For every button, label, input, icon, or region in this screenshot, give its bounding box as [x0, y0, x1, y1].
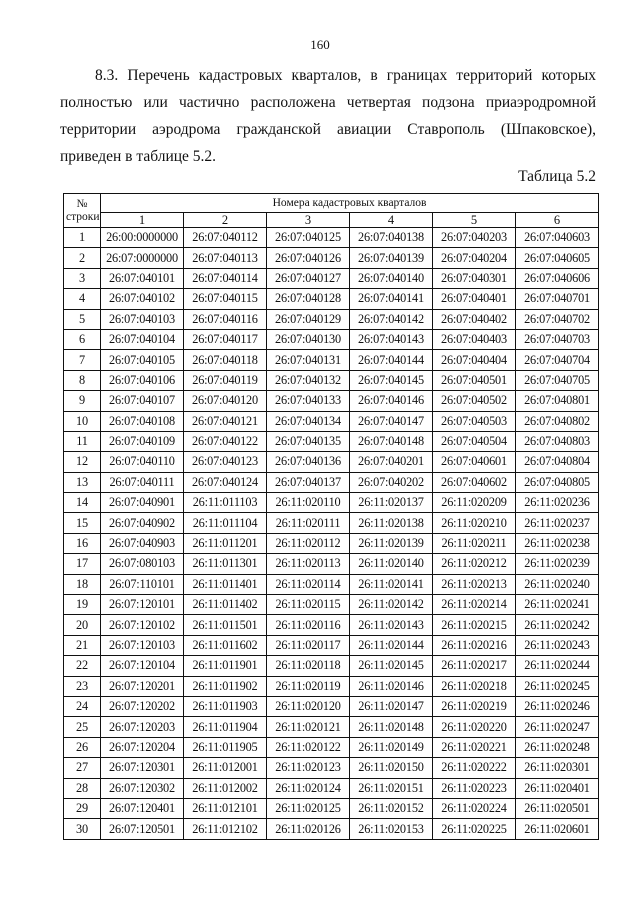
cadastral-number-cell: 26:07:040101 — [101, 268, 184, 288]
cadastral-number-cell: 26:11:020224 — [433, 798, 516, 818]
page-number: 160 — [310, 37, 330, 52]
cadastral-number-cell: 26:00:0000000 — [101, 228, 184, 248]
cadastral-number-cell: 26:11:020146 — [350, 676, 433, 696]
cadastral-number-cell: 26:11:020144 — [350, 635, 433, 655]
cadastral-number-cell: 26:07:040805 — [516, 472, 599, 492]
cadastral-number-cell: 26:07:040127 — [267, 268, 350, 288]
cadastral-number-cell: 26:11:020240 — [516, 574, 599, 594]
cadastral-number-cell: 26:11:020115 — [267, 595, 350, 615]
table-row — [64, 472, 599, 492]
cadastral-number-cell: 26:11:020237 — [516, 513, 599, 533]
cadastral-number-cell: 26:11:012002 — [184, 778, 267, 798]
cadastral-number-cell: 26:07:120302 — [101, 778, 184, 798]
cadastral-number-cell: 26:11:020242 — [516, 615, 599, 635]
table-row — [64, 595, 599, 615]
cadastral-number-cell: 26:07:040143 — [350, 329, 433, 349]
cadastral-number-cell: 26:11:020113 — [267, 554, 350, 574]
cadastral-number-cell: 26:11:011902 — [184, 676, 267, 696]
cadastral-number-cell: 26:11:020110 — [267, 493, 350, 513]
row-number-cell: 6 — [64, 329, 101, 349]
cadastral-number-cell: 26:11:011401 — [184, 574, 267, 594]
cadastral-number-cell: 26:07:040103 — [101, 309, 184, 329]
cadastral-number-cell: 26:07:120401 — [101, 798, 184, 818]
cadastral-number-cell: 26:07:040121 — [184, 411, 267, 431]
cadastral-number-cell: 26:11:020112 — [267, 533, 350, 553]
cadastral-number-cell: 26:11:020142 — [350, 595, 433, 615]
cadastral-number-cell: 26:11:020243 — [516, 635, 599, 655]
cadastral-number-cell: 26:07:040140 — [350, 268, 433, 288]
table-row — [64, 228, 599, 248]
cadastral-number-cell: 26:07:040701 — [516, 289, 599, 309]
table-row — [64, 493, 599, 513]
cadastral-number-cell: 26:11:020145 — [350, 656, 433, 676]
table-row — [64, 452, 599, 472]
cadastral-number-cell: 26:07:120101 — [101, 595, 184, 615]
table-row — [64, 329, 599, 349]
cadastral-number-cell: 26:07:040130 — [267, 329, 350, 349]
cadastral-number-cell: 26:11:011301 — [184, 554, 267, 574]
cadastral-number-cell: 26:07:040129 — [267, 309, 350, 329]
cadastral-number-cell: 26:07:040148 — [350, 431, 433, 451]
cadastral-number-cell: 26:07:040502 — [433, 391, 516, 411]
cadastral-number-cell: 26:11:020120 — [267, 696, 350, 716]
row-number-cell: 4 — [64, 289, 101, 309]
column-number-header: 1 — [101, 213, 184, 228]
cadastral-number-cell: 26:07:040104 — [101, 329, 184, 349]
intro-paragraph: 8.3. Перечень кадастровых кварталов, в границах территорий которых полностью или частично расположена четвертая подзона приаэродромной территории аэродрома гражданской авиации Ставрополь (Шпаковское), приведен в таблице 5.2. — [60, 67, 596, 165]
cadastral-number-cell: 26:07:040603 — [516, 228, 599, 248]
cadastral-number-cell: 26:07:040134 — [267, 411, 350, 431]
cadastral-number-cell: 26:11:020236 — [516, 493, 599, 513]
table-row — [64, 758, 599, 778]
cadastral-number-cell: 26:11:012101 — [184, 798, 267, 818]
cadastral-number-cell: 26:11:011402 — [184, 595, 267, 615]
cadastral-number-cell: 26:07:040137 — [267, 472, 350, 492]
cadastral-number-cell: 26:11:020225 — [433, 819, 516, 839]
row-number-cell: 28 — [64, 778, 101, 798]
row-number-cell: 16 — [64, 533, 101, 553]
cadastral-number-cell: 26:11:020601 — [516, 819, 599, 839]
cadastral-number-cell: 26:07:120103 — [101, 635, 184, 655]
table-row — [64, 635, 599, 655]
cadastral-number-cell: 26:11:020222 — [433, 758, 516, 778]
cadastral-number-cell: 26:11:011501 — [184, 615, 267, 635]
cadastral-number-cell: 26:11:020218 — [433, 676, 516, 696]
row-number-cell: 11 — [64, 431, 101, 451]
cadastral-number-cell: 26:11:020125 — [267, 798, 350, 818]
table-row — [64, 676, 599, 696]
cadastral-number-cell: 26:07:040804 — [516, 452, 599, 472]
row-number-cell: 15 — [64, 513, 101, 533]
cadastral-number-cell: 26:11:020216 — [433, 635, 516, 655]
cadastral-number-cell: 26:07:120102 — [101, 615, 184, 635]
table-row — [64, 696, 599, 716]
cadastral-number-cell: 26:11:020211 — [433, 533, 516, 553]
column-number-header: 3 — [267, 213, 350, 228]
row-number-cell: 21 — [64, 635, 101, 655]
cadastral-number-cell: 26:11:020153 — [350, 819, 433, 839]
cadastral-number-cell: 26:11:020147 — [350, 696, 433, 716]
cadastral-number-cell: 26:07:120201 — [101, 676, 184, 696]
cadastral-number-cell: 26:07:040135 — [267, 431, 350, 451]
cadastral-number-cell: 26:07:040504 — [433, 431, 516, 451]
cadastral-number-cell: 26:07:040301 — [433, 268, 516, 288]
cadastral-number-cell: 26:07:110101 — [101, 574, 184, 594]
table-row — [64, 513, 599, 533]
table-row — [64, 574, 599, 594]
cadastral-number-cell: 26:07:040131 — [267, 350, 350, 370]
cadastral-number-cell: 26:11:011903 — [184, 696, 267, 716]
row-number-header — [64, 194, 101, 228]
cadastral-number-cell: 26:11:020149 — [350, 737, 433, 757]
row-number-cell: 29 — [64, 798, 101, 818]
table-row — [64, 350, 599, 370]
cadastral-number-cell: 26:11:020239 — [516, 554, 599, 574]
cadastral-number-cell: 26:07:040803 — [516, 431, 599, 451]
row-number-cell: 24 — [64, 696, 101, 716]
cadastral-number-cell: 26:07:120204 — [101, 737, 184, 757]
cadastral-number-cell: 26:11:020111 — [267, 513, 350, 533]
cadastral-number-cell: 26:11:020248 — [516, 737, 599, 757]
cadastral-number-cell: 26:07:040115 — [184, 289, 267, 309]
table-header — [64, 194, 599, 228]
cadastral-number-cell: 26:07:040901 — [101, 493, 184, 513]
cadastral-number-cell: 26:07:040114 — [184, 268, 267, 288]
table-row — [64, 819, 599, 839]
cadastral-number-cell: 26:11:012001 — [184, 758, 267, 778]
cadastral-number-cell: 26:11:020215 — [433, 615, 516, 635]
cadastral-number-cell: 26:11:020223 — [433, 778, 516, 798]
cadastral-number-cell: 26:07:040144 — [350, 350, 433, 370]
cadastral-number-cell: 26:11:020150 — [350, 758, 433, 778]
cadastral-number-cell: 26:07:040107 — [101, 391, 184, 411]
cadastral-number-cell: 26:07:040116 — [184, 309, 267, 329]
cadastral-number-cell: 26:07:040110 — [101, 452, 184, 472]
cadastral-number-cell: 26:11:020212 — [433, 554, 516, 574]
table-row — [64, 533, 599, 553]
cadastral-number-cell: 26:07:040124 — [184, 472, 267, 492]
cadastral-number-cell: 26:07:120104 — [101, 656, 184, 676]
cadastral-number-cell: 26:07:040903 — [101, 533, 184, 553]
column-number-header: 2 — [184, 213, 267, 228]
cadastral-number-cell: 26:11:020126 — [267, 819, 350, 839]
cadastral-number-cell: 26:07:040202 — [350, 472, 433, 492]
cadastral-number-cell: 26:07:040601 — [433, 452, 516, 472]
cadastral-number-cell: 26:11:011104 — [184, 513, 267, 533]
cadastral-number-cell: 26:07:040146 — [350, 391, 433, 411]
table-row — [64, 798, 599, 818]
row-number-cell: 9 — [64, 391, 101, 411]
cadastral-number-cell: 26:07:040404 — [433, 350, 516, 370]
cadastral-number-cell: 26:11:020244 — [516, 656, 599, 676]
cadastral-number-cell: 26:07:040145 — [350, 370, 433, 390]
cadastral-number-cell: 26:07:040802 — [516, 411, 599, 431]
cadastral-number-cell: 26:11:020116 — [267, 615, 350, 635]
row-number-cell: 26 — [64, 737, 101, 757]
table-row — [64, 431, 599, 451]
row-number-cell: 3 — [64, 268, 101, 288]
cadastral-number-cell: 26:07:040123 — [184, 452, 267, 472]
cadastral-number-cell: 26:07:040201 — [350, 452, 433, 472]
row-number-cell: 25 — [64, 717, 101, 737]
cadastral-number-cell: 26:11:020123 — [267, 758, 350, 778]
cadastral-number-cell: 26:11:020213 — [433, 574, 516, 594]
cadastral-number-cell: 26:11:020148 — [350, 717, 433, 737]
row-number-cell: 19 — [64, 595, 101, 615]
cadastral-number-cell: 26:07:040801 — [516, 391, 599, 411]
cadastral-number-cell: 26:07:120202 — [101, 696, 184, 716]
cadastral-number-cell: 26:11:020401 — [516, 778, 599, 798]
table-row — [64, 717, 599, 737]
cadastral-number-cell: 26:07:120203 — [101, 717, 184, 737]
cadastral-number-cell: 26:07:040128 — [267, 289, 350, 309]
cadastral-number-cell: 26:11:020119 — [267, 676, 350, 696]
cadastral-number-cell: 26:07:040108 — [101, 411, 184, 431]
cadastral-number-cell: 26:11:020221 — [433, 737, 516, 757]
cadastral-number-cell: 26:07:040702 — [516, 309, 599, 329]
cadastral-number-cell: 26:07:040503 — [433, 411, 516, 431]
cadastral-number-cell: 26:11:020141 — [350, 574, 433, 594]
cadastral-number-cell: 26:07:0000000 — [101, 248, 184, 268]
row-number-cell: 30 — [64, 819, 101, 839]
cadastral-number-cell: 26:07:040139 — [350, 248, 433, 268]
cadastral-number-cell: 26:07:040113 — [184, 248, 267, 268]
cadastral-number-cell: 26:11:020124 — [267, 778, 350, 798]
row-number-cell: 14 — [64, 493, 101, 513]
cadastral-number-cell: 26:11:020301 — [516, 758, 599, 778]
row-number-cell: 10 — [64, 411, 101, 431]
cadastral-number-cell: 26:07:040606 — [516, 268, 599, 288]
column-number-header: 6 — [516, 213, 599, 228]
table-row — [64, 289, 599, 309]
table-row — [64, 268, 599, 288]
column-number-row — [64, 213, 599, 228]
table-caption: Таблица 5.2 — [518, 168, 596, 185]
cadastral-number-cell: 26:11:020117 — [267, 635, 350, 655]
cadastral-number-cell: 26:11:020140 — [350, 554, 433, 574]
cadastral-number-cell: 26:07:040138 — [350, 228, 433, 248]
row-number-cell: 8 — [64, 370, 101, 390]
cadastral-number-cell: 26:07:120301 — [101, 758, 184, 778]
cadastral-number-cell: 26:07:040602 — [433, 472, 516, 492]
cadastral-number-cell: 26:07:040117 — [184, 329, 267, 349]
cadastral-number-cell: 26:07:040501 — [433, 370, 516, 390]
row-number-cell: 12 — [64, 452, 101, 472]
row-number-cell: 2 — [64, 248, 101, 268]
cadastral-number-cell: 26:11:020118 — [267, 656, 350, 676]
cadastral-number-cell: 26:07:040119 — [184, 370, 267, 390]
cadastral-number-cell: 26:07:040111 — [101, 472, 184, 492]
cadastral-number-cell: 26:11:020139 — [350, 533, 433, 553]
cadastral-number-cell: 26:07:040704 — [516, 350, 599, 370]
cadastral-quarters-table — [63, 193, 599, 840]
cadastral-number-cell: 26:07:040122 — [184, 431, 267, 451]
cadastral-number-cell: 26:07:040105 — [101, 350, 184, 370]
cadastral-number-cell: 26:07:120501 — [101, 819, 184, 839]
group-header: Номера кадастровых кварталов — [101, 194, 599, 213]
cadastral-number-cell: 26:07:040142 — [350, 309, 433, 329]
table-row — [64, 309, 599, 329]
cadastral-number-cell: 26:11:020241 — [516, 595, 599, 615]
cadastral-number-cell: 26:07:040605 — [516, 248, 599, 268]
cadastral-number-cell: 26:11:020210 — [433, 513, 516, 533]
cadastral-number-cell: 26:11:020220 — [433, 717, 516, 737]
cadastral-number-cell: 26:11:012102 — [184, 819, 267, 839]
cadastral-number-cell: 26:07:040106 — [101, 370, 184, 390]
cadastral-number-cell: 26:07:040132 — [267, 370, 350, 390]
cadastral-number-cell: 26:11:020143 — [350, 615, 433, 635]
cadastral-number-cell: 26:07:040403 — [433, 329, 516, 349]
row-number-cell: 27 — [64, 758, 101, 778]
cadastral-number-cell: 26:11:020137 — [350, 493, 433, 513]
cadastral-number-cell: 26:11:020214 — [433, 595, 516, 615]
cadastral-number-cell: 26:11:020152 — [350, 798, 433, 818]
cadastral-number-cell: 26:11:020122 — [267, 737, 350, 757]
table-row — [64, 248, 599, 268]
cadastral-number-cell: 26:11:011103 — [184, 493, 267, 513]
cadastral-number-cell: 26:07:080103 — [101, 554, 184, 574]
cadastral-number-cell: 26:07:040120 — [184, 391, 267, 411]
cadastral-number-cell: 26:11:020217 — [433, 656, 516, 676]
cadastral-number-cell: 26:07:040133 — [267, 391, 350, 411]
cadastral-number-cell: 26:11:011904 — [184, 717, 267, 737]
cadastral-number-cell: 26:11:020114 — [267, 574, 350, 594]
cadastral-number-cell: 26:11:020219 — [433, 696, 516, 716]
cadastral-number-cell: 26:07:040141 — [350, 289, 433, 309]
cadastral-number-cell: 26:07:040125 — [267, 228, 350, 248]
row-number-cell: 17 — [64, 554, 101, 574]
table-row — [64, 554, 599, 574]
cadastral-number-cell: 26:11:020501 — [516, 798, 599, 818]
cadastral-number-cell: 26:11:020138 — [350, 513, 433, 533]
row-number-cell: 7 — [64, 350, 101, 370]
row-number-cell: 13 — [64, 472, 101, 492]
cadastral-number-cell: 26:07:040705 — [516, 370, 599, 390]
cadastral-number-cell: 26:11:020151 — [350, 778, 433, 798]
row-number-cell: 1 — [64, 228, 101, 248]
table-row — [64, 737, 599, 757]
cadastral-number-cell: 26:11:011901 — [184, 656, 267, 676]
cadastral-number-cell: 26:07:040204 — [433, 248, 516, 268]
cadastral-number-cell: 26:07:040147 — [350, 411, 433, 431]
column-number-header: 5 — [433, 213, 516, 228]
cadastral-number-cell: 26:11:011602 — [184, 635, 267, 655]
table-row — [64, 391, 599, 411]
row-number-cell: 18 — [64, 574, 101, 594]
cadastral-number-cell: 26:07:040402 — [433, 309, 516, 329]
row-number-cell: 22 — [64, 656, 101, 676]
cadastral-number-cell: 26:07:040401 — [433, 289, 516, 309]
cadastral-number-cell: 26:07:040102 — [101, 289, 184, 309]
column-number-header: 4 — [350, 213, 433, 228]
cadastral-number-cell: 26:11:020121 — [267, 717, 350, 737]
row-number-cell: 23 — [64, 676, 101, 696]
cadastral-number-cell: 26:11:020246 — [516, 696, 599, 716]
cadastral-number-cell: 26:11:020245 — [516, 676, 599, 696]
table-row — [64, 615, 599, 635]
cadastral-number-cell: 26:07:040136 — [267, 452, 350, 472]
cadastral-number-cell: 26:07:040703 — [516, 329, 599, 349]
cadastral-number-cell: 26:07:040902 — [101, 513, 184, 533]
cadastral-number-cell: 26:07:040126 — [267, 248, 350, 268]
table-row — [64, 411, 599, 431]
table-body — [64, 228, 599, 840]
cadastral-number-cell: 26:07:040109 — [101, 431, 184, 451]
table-row — [64, 778, 599, 798]
cadastral-number-cell: 26:11:020238 — [516, 533, 599, 553]
cadastral-number-cell: 26:11:011201 — [184, 533, 267, 553]
table-row — [64, 370, 599, 390]
row-number-cell: 20 — [64, 615, 101, 635]
row-number-header-label: № строки — [66, 197, 100, 223]
cadastral-number-cell: 26:11:020247 — [516, 717, 599, 737]
cadastral-number-cell: 26:07:040203 — [433, 228, 516, 248]
cadastral-number-cell: 26:07:040112 — [184, 228, 267, 248]
cadastral-number-cell: 26:11:020209 — [433, 493, 516, 513]
table-row — [64, 656, 599, 676]
cadastral-number-cell: 26:11:011905 — [184, 737, 267, 757]
row-number-cell: 5 — [64, 309, 101, 329]
cadastral-number-cell: 26:07:040118 — [184, 350, 267, 370]
